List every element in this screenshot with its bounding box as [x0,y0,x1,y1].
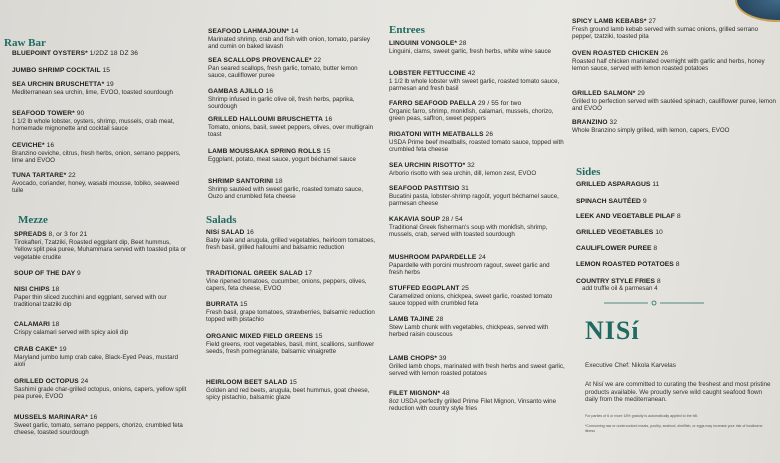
item-description: Maryland jumbo lump crab cake, Black-Eyed Peas, mustard aioli [14,354,179,369]
item-name: SPINACH SAUTÉED [576,198,641,205]
item-price: 18 [51,321,60,328]
menu-item [389,162,565,177]
item-price: 8 [656,278,661,285]
menu-item [206,301,376,324]
menu-item [12,50,189,58]
item-price: 22 [68,172,76,179]
item-description: Arborio risotto with sea urchin, dill, lemon zest, EVOO [389,170,537,177]
item-description: Golden and red beets, arugula, beet hummus, goat cheese, spicy pistachio, balsamic glaze [206,387,370,402]
item-price: 32 [609,119,618,126]
item-price: 15 [289,379,297,386]
item-price: 19 [59,346,67,353]
menu-item [389,216,565,239]
item-price: 22 [313,57,322,64]
ornament-divider [604,300,704,306]
menu-item [206,333,376,356]
item-name: FILET MIGNON* [389,390,441,397]
item-name: BLUEPOINT OYSTERS* [12,50,88,57]
item-price: 31 [461,185,469,192]
item-description: Caramelized onions, chickpea, sweet garlic, roasted tomato sauce topped with crumbled feta [389,293,553,308]
menu-item [14,270,189,278]
item-name: GRILLED ASPARAGUS [576,181,651,188]
item-name: BRANZINO [572,119,608,126]
item-price: 32 [467,162,475,169]
item-price: 8 [675,261,680,268]
item-description: Pan seared scallops, fresh garlic, tomato, butter lemon sauce, cauliflower puree [208,65,358,80]
item-description: 1 1/2 lb whole lobster, oysters, shrimp, mussels, crab meat, homemade mignonette and cocktail sauce [12,118,175,133]
item-name: CALAMARI [14,321,50,328]
item-price: 29 [637,90,645,97]
item-description: Mediterranean sea urchin, lime, EVOO, toasted sourdough [12,89,173,96]
item-name: STUFFED EGGPLANT [389,285,460,292]
item-name: SEAFOOD PASTITSIO [389,185,460,192]
item-price: 9 [642,198,647,205]
foodborne-warning: *Consuming raw or undercooked meats, poultry, seafood, shellfish, or eggs may increase your risk of foodborne illness [585,424,763,433]
item-name: HEIRLOOM BEET SALAD [206,379,288,386]
item-price: 90 [76,110,85,117]
item-price: 18 [275,178,283,185]
section-entrees-title: Entrees [389,24,425,36]
item-name: LAMB CHOPS* [389,355,437,362]
item-name: MUSHROOM PAPARDELLE [389,254,477,261]
item-name: LINGUINI VONGOLE* [389,40,458,47]
menu-item [206,379,376,402]
menu-item [208,57,376,80]
item-description: Eggplant, potato, meat sauce, yogurt béchamel sauce [208,156,356,163]
item-price: 1/2DZ 18 DZ 36 [89,50,139,57]
item-description: Grilled lamb chops, marinated with fresh herbs and sweet garlic, served with lemon roasted potatoes [389,363,565,378]
item-name: LEEK AND VEGETABLE PILAF [576,213,675,220]
commitment-text: At Nisí we are committed to curating the freshest and most pristine products available. We proudly serve wild caught seafood flown daily from the mediterranean. [585,381,771,404]
menu-item [389,100,565,123]
menu-item [14,346,189,369]
menu-item [576,181,778,188]
item-description: Tirokafteri, Tzatziki, Roasted eggplant dip, Beet hummus, Yellow split pea puree, Muhammara served with toasted pita or vegetable crudite [14,239,187,261]
menu-item [14,231,189,261]
menu-item [572,50,778,73]
item-description: Field greens, root vegetables, basil, mint, scallions, sunflower seeds, fresh pomegranate, balsamic vinaigrette [206,341,375,356]
item-name: CEVICHE* [12,142,45,149]
item-price: 16 [89,414,98,421]
menu-item [572,119,778,134]
item-description: Baby kale and arugula, grilled vegetables, heirloom tomatoes, fresh basil, grilled halloumi and balsamic reduction [206,237,376,252]
menu-item [576,229,778,236]
item-name: MUSSELS MARINARA* [14,414,88,421]
item-price: 11 [652,181,660,188]
menu-item [389,355,565,378]
item-price: 16 [46,142,55,149]
item-description: 1 1/2 lb whole lobster with sweet garlic, roasted tomato sauce, parmesan and fresh basil [389,78,560,93]
item-name: GRILLED OCTOPUS [14,378,79,385]
item-description: Marinated shrimp, crab and fish with onion, tomato, parsley and cumin on baked lavash [208,36,370,51]
item-price: 8 [653,245,658,252]
menu-item [206,270,376,293]
item-price: 26 [660,50,669,57]
item-name: SEA URCHIN RISOTTO* [389,162,466,169]
item-name: COUNTRY STYLE FRIES [576,278,655,285]
item-price: 24 [478,254,486,261]
menu-item [572,18,778,41]
menu-item [14,286,189,309]
item-name: NISí SALAD [206,229,245,236]
item-price: 28 / 54 [441,216,463,223]
item-price: 17 [304,270,313,277]
menu-item [389,285,565,308]
menu-item [389,70,565,93]
item-description: Organic farro, shrimp, monkfish, calamari, mussels, chorizo, green peas, saffron, sweet peppers [389,108,554,123]
item-price: 10 [655,229,663,236]
menu-item [206,229,376,252]
item-description: Crispy calamari served with spicy aioli dip [14,329,129,336]
menu-item [389,40,565,55]
menu-item [12,142,189,165]
section-mezze-title: Mezze [18,214,48,226]
menu-item [389,390,565,413]
item-description: Bucatini pasta, lobster-shrimp ragoût, yogurt béchamel sauce, parmesan cheese [389,193,559,208]
item-name: GAMBAS AJILLO [208,88,264,95]
menu-item [572,90,778,113]
item-description: add truffle oil & parmesan 4 [582,285,658,292]
item-price: 42 [467,70,476,77]
menu-item [12,110,189,133]
menu-item [389,316,565,339]
item-description: Sweet garlic, tomato, serrano peppers, chorizo, crumbled feta cheese, toasted sourdough [14,422,183,437]
menu-item [389,131,565,154]
item-price: 24 [80,378,89,385]
menu-item [208,148,376,163]
item-name: SEA URCHIN BRUSCHETTA* [12,81,105,88]
item-name: SOUP OF THE DAY [14,270,76,277]
menu-item [14,378,189,401]
section-salads-title: Salads [206,214,237,226]
item-price: 39 [438,355,447,362]
item-name: LOBSTER FETTUCCINE [389,70,466,77]
item-name: SHRIMP SANTORINI [208,178,274,185]
item-description: Linguini, clams, sweet garlic, fresh herbs, white wine sauce [389,48,551,55]
item-name: ORGANIC MIXED FIELD GREENS [206,333,314,340]
menu-item [389,185,565,208]
item-description: Stew Lamb chunk with vegetables, chickpeas, served with herbed raisin couscous [389,324,549,339]
section-sides-title: Sides [576,166,601,178]
executive-chef: Executive Chef: Nikola Karvelas [585,362,676,369]
menu-item [576,278,778,292]
menu-item [576,261,778,268]
item-description: Fresh ground lamb kebab served with sumac onions, grilled serrano pepper, tzatziki, toasted pita [572,26,759,41]
nisi-logo: NISí [585,316,640,345]
item-name: GRILLED VEGETABLES [576,229,654,236]
item-name: GRILLED SALMON* [572,90,636,97]
item-description: Traditional Greek fisherman's soup with monkfish, shrimp, mussels, crab, served with toasted sourdough [389,224,548,239]
item-price: 15 [314,333,323,340]
menu-item [576,198,778,205]
item-price: 8 [676,213,681,220]
item-name: BURRATA [206,301,239,308]
item-name: TUNA TARTARE* [12,172,67,179]
item-price: 25 [461,285,469,292]
item-price: 29 / 55 for two [477,100,522,107]
item-name: OVEN ROASTED CHICKEN [572,50,659,57]
item-price: 26 [485,131,494,138]
item-name: RIGATONI WITH MEATBALLS [389,131,484,138]
menu-item [14,414,189,437]
item-price: 16 [324,116,333,123]
gratuity-note: For parties of 6 or more 18% gratuity is automatically applied to the bill. [585,414,699,418]
item-description: Roasted half chicken marinated overnight with garlic and herbs, honey lemon sauce, served with lemon roasted potatoes [572,58,765,73]
item-price: 16 [246,229,254,236]
item-price: 18 [51,286,60,293]
item-name: CRAB CAKE* [14,346,58,353]
item-name: SPICY LAMB KEBABS* [572,18,647,25]
menu-item [12,172,189,195]
menu-item [12,67,189,75]
item-price: 15 [240,301,248,308]
item-name: LEMON ROASTED POTATOES [576,261,674,268]
item-description: 8oz USDA perfectly grilled Prime Filet Mignon, Vinsanto wine reduction with country style fries [389,398,557,413]
section-raw-bar-title: Raw Bar [4,37,46,49]
item-price: 8, or 3 for 21 [48,231,88,238]
item-description: Shrimp infused in garlic olive oil, fresh herbs, paprika, sourdough [208,96,355,111]
item-name: GRILLED HALLOUMI BRUSCHETTA [208,116,323,123]
menu-item [208,28,376,51]
item-description: USDA Prime beef meatballs, roasted tomato sauce, topped with crumbled feta cheese [389,139,564,154]
item-description: Avocado, coriander, honey, wasabi mousse, tobiko, seaweed tuile [12,180,179,195]
item-description: Fresh basil, grape tomatoes, strawberries, balsamic reduction topped with pistachio [206,309,375,324]
item-name: TRADITIONAL GREEK SALAD [206,270,303,277]
item-price: 28 [458,40,467,47]
item-price: 14 [290,28,299,35]
item-name: FARRO SEAFOOD PAELLA [389,100,476,107]
item-description: Sashimi grade char-grilled octopus, onions, capers, yellow split pea puree, EVOO [14,386,187,401]
item-name: SEAFOOD LAHMAJOUN* [208,28,289,35]
item-price: 28 [435,316,444,323]
menu-item [12,81,189,96]
item-price: 15 [102,67,111,74]
item-name: NISI CHIPS [14,286,50,293]
item-name: SEA SCALLOPS PROVENCALE* [208,57,312,64]
item-price: 16 [265,88,274,95]
menu-item [208,116,376,139]
menu-item [576,213,778,220]
item-description: Papardelle with porcini mushroom ragout, sweet garlic and fresh herbs [389,262,550,277]
item-name: JUMBO SHRIMP COCKTAIL [12,67,101,74]
item-description: Vine ripened tomatoes, cucumber, onions, peppers, olives, capers, feta cheese, EVOO [206,278,367,293]
item-name: CAULIFLOWER PUREE [576,245,652,252]
menu-item [14,321,189,336]
menu-item [208,178,376,201]
item-description: Tomato, onions, basil, sweet peppers, olives, over multigrain toast [208,124,374,139]
item-description: Shrimp sautéed with sweet garlic, roasted tomato sauce, Ouzo and crumbled feta cheese [208,186,364,201]
item-description: Whole Branzino simply grilled, with lemon, capers, EVOO [572,127,730,134]
item-price: 48 [442,390,450,397]
item-description: Branzino ceviche, citrus, fresh herbs, onion, serrano peppers, lime and EVOO [12,150,181,165]
item-name: SPREADS [14,231,47,238]
item-price: 9 [77,270,81,277]
item-description: Paper thin sliced zucchini and eggplant, served with our traditional tzatziki dip [14,294,167,309]
menu-item [389,254,565,277]
menu-item [576,245,778,252]
item-name: KAKAVIA SOUP [389,216,440,223]
menu-item [208,88,376,111]
item-name: SEAFOOD TOWER* [12,110,75,117]
item-name: LAMB TAJINE [389,316,434,323]
item-name: LAMB MOUSSAKA SPRING ROLLS [208,148,321,155]
item-price: 19 [106,81,114,88]
item-description: Grilled to perfection served with sautéed spinach, cauliflower puree, lemon and EVOO [572,98,776,113]
item-price: 27 [648,18,657,25]
item-price: 15 [322,148,331,155]
